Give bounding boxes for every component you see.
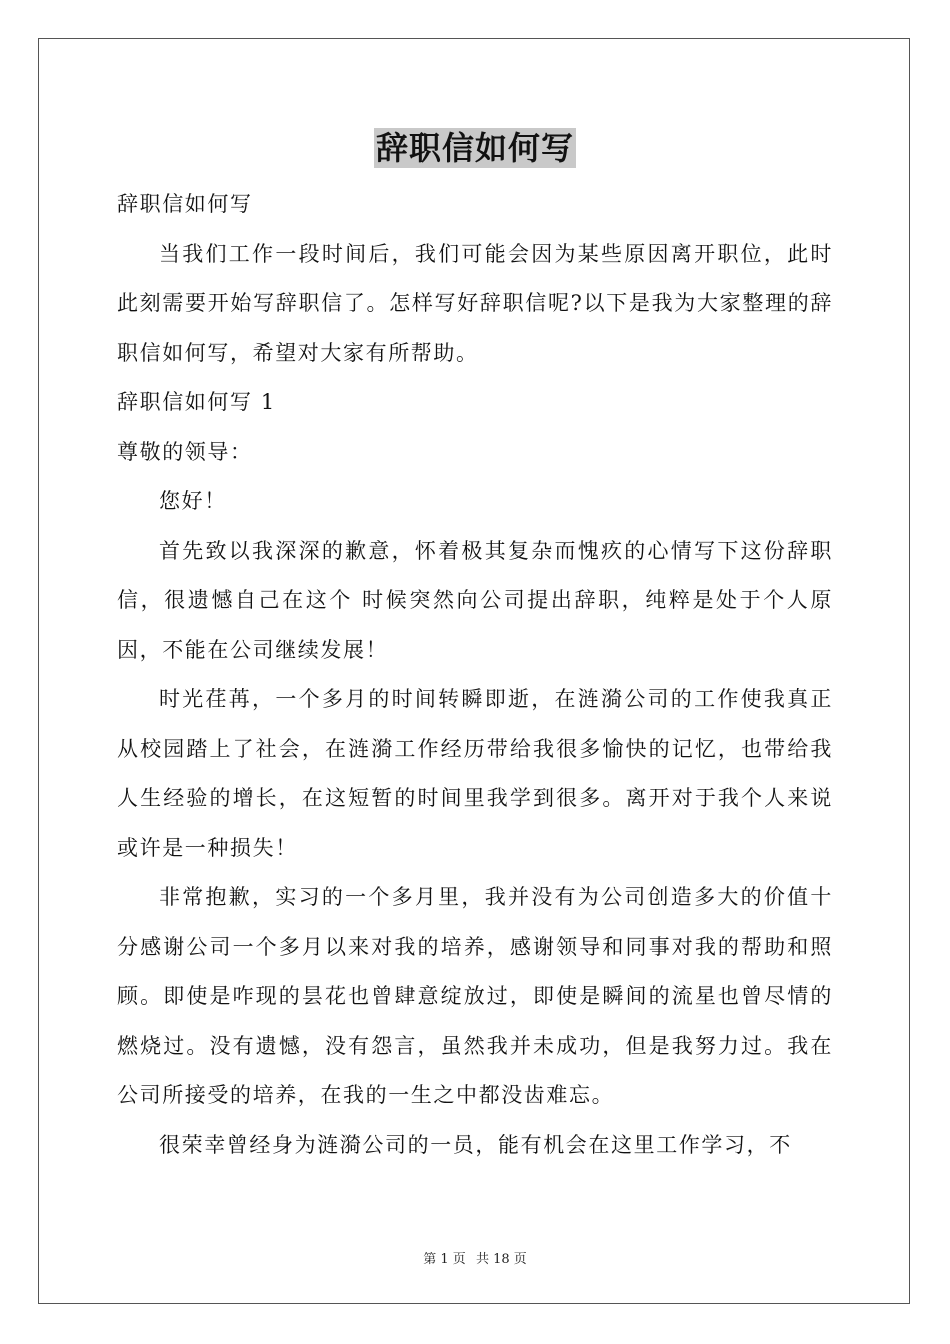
paragraph: 辞职信如何写 — [117, 192, 253, 216]
document-title: 辞职信如何写 — [375, 129, 574, 167]
page-number: 第 1 页 — [423, 1252, 466, 1267]
paragraph: 很荣幸曾经身为涟漪公司的一员，能有机会在这里工作学习，不 — [159, 1132, 792, 1157]
document-body — [117, 180, 833, 1170]
paragraph: 首先致以我深深的歉意，怀着极其复杂而愧疚的心情写下这份辞职信，很遗憾自己在这个 时候突然向公司提出辞职，纯粹是处于个人原因，不能在公司继续发展！ — [117, 538, 833, 662]
page-footer — [0, 1248, 950, 1267]
paragraph: 时光荏苒，一个多月的时间转瞬即逝，在涟漪公司的工作使我真正从校园踏上了社会，在涟漪工作经历带给我很多愉快的记忆，也带给我人生经验的增长，在这短暂的时间里我学到很多。离开对于我个人来说或许是一种损失！ — [117, 687, 833, 860]
section-heading: 辞职信如何写 1 — [117, 390, 276, 414]
title-container — [0, 128, 950, 168]
paragraph: 当我们工作一段时间后，我们可能会因为某些原因离开职位，此时此刻需要开始写辞职信了。怎样写好辞职信呢?以下是我为大家整理的辞职信如何写，希望对大家有所帮助。 — [117, 241, 833, 365]
paragraph: 非常抱歉，实习的一个多月里，我并没有为公司创造多大的价值十分感谢公司一个多月以来对我的培养，感谢领导和同事对我的帮助和照顾。即使是咋现的昙花也曾肆意绽放过，即使是瞬间的流星也曾尽情的燃烧过。没有遗憾，没有怨言，虽然我并未成功，但是我努力过。我在公司所接受的培养，在我的一生之中都没齿难忘。 — [117, 885, 833, 1107]
greeting: 您好！ — [159, 489, 227, 513]
total-pages: 共 18 页 — [475, 1252, 527, 1267]
salutation: 尊敬的领导： — [117, 439, 253, 464]
